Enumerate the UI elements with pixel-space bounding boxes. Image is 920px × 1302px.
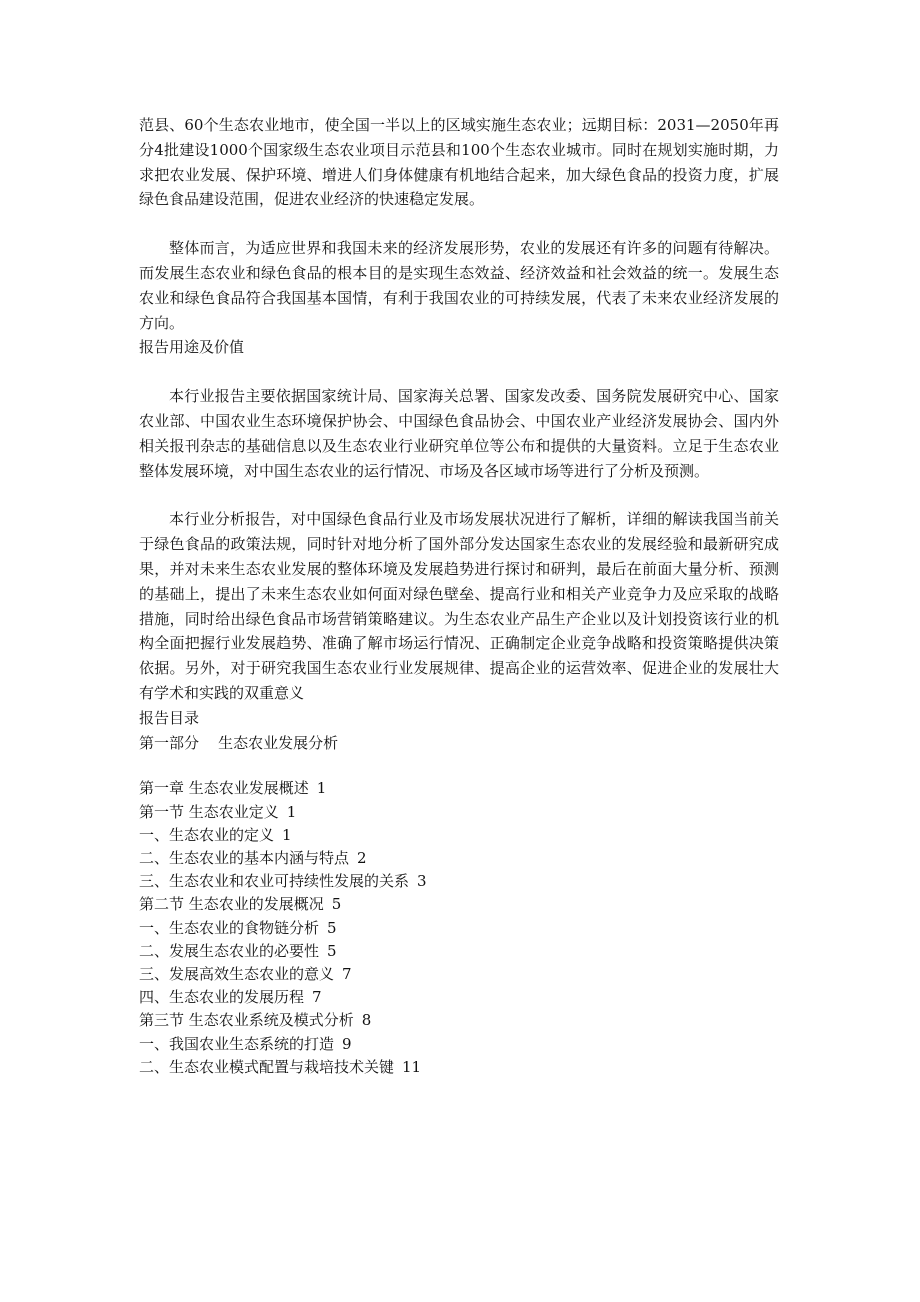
toc-entry [139,917,779,940]
toc-entry-page: 9 [342,1034,352,1053]
toc-entry [139,1033,779,1056]
toc-entry-page: 1 [316,779,327,798]
toc-entry-title: 第二节 生态农业的发展概况 [139,895,324,914]
toc-entry-page: 1 [286,802,297,821]
toc-entry-page: 7 [312,988,322,1007]
toc-entry [139,824,779,847]
toc-entry-title: 二、发展生态农业的必要性 [139,941,320,960]
toc-entry [139,801,779,824]
toc-entry [139,893,779,916]
toc-entry [139,940,779,963]
toc-entry-page: 8 [361,1011,372,1030]
toc-entry-title: 二、生态农业的基本内涵与特点 [139,848,350,867]
toc-entry-title: 二、生态农业模式配置与栽培技术关键 [139,1057,395,1076]
toc-entry [139,847,779,870]
document-page [139,113,779,1079]
toc-entry-title: 一、生态农业的定义 [139,825,275,844]
toc-entry-page: 7 [342,964,352,983]
toc-entry-page: 5 [331,895,342,914]
toc-entry-title: 一、生态农业的食物链分析 [139,918,320,937]
toc-entry [139,870,779,893]
toc-entry [139,777,779,800]
section-heading-usage: 报告用途及价值 [139,338,245,357]
toc-part-heading: 第一部分 生态农业发展分析 [139,733,339,752]
toc-entry-page: 2 [357,848,367,867]
toc-entry-page: 5 [327,941,337,960]
toc-entry-title: 第三节 生态农业系统及模式分析 [139,1011,354,1030]
toc-entry [139,1009,779,1032]
toc-entry [139,986,779,1009]
paragraph-plan-goals: 范县、60个生态农业地市，使全国一半以上的区域实施生态农业；远期目标：2031—2050年再分4批建设1000个国家级生态农业项目示范县和100个生态农业城市。同时在规划实施时期，力求把农业发展、保护环境、增进人们身体健康有机地结合起来，加大绿色食品的投资力度，扩展绿色食品建设范围，促进农业经济的快速稳定发展。 [139,116,779,209]
paragraph-report-analysis: 本行业分析报告，对中国绿色食品行业及市场发展状况进行了解析，详细的解读我国当前关于绿色食品的政策法规，同时针对地分析了国外部分发达国家生态农业的发展经验和最新研究成果，并对未来生态农业发展的整体环境及发展趋势进行探讨和研判，最后在前面大量分析、预测的基础上，提出了未来生态农业如何面对绿色壁垒、提高行业和相关产业竞争力及应采取的战略措施，同时给出绿色食品市场营销策略建议。为生态农业产品生产企业以及计划投资该行业的机构全面把握行业发展趋势、准确了解市场运行情况、正确制定企业竞争战略和投资策略提供决策依据。另外，对于研究我国生态农业行业发展规律、提高企业的运营效率、促进企业的发展壮大有学术和实践的双重意义 [139,510,779,702]
toc-entry [139,963,779,986]
toc-entry-page: 3 [417,872,427,891]
toc-entry-title: 三、发展高效生态农业的意义 [139,964,335,983]
table-of-contents [139,777,779,1079]
toc-entry-page: 11 [402,1057,422,1076]
paragraph-summary: 整体而言，为适应世界和我国未来的经济发展形势，农业的发展还有许多的问题有待解决。而发展生态农业和绿色食品的根本目的是实现生态效益、经济效益和社会效益的统一。发展生态农业和绿色食品符合我国基本国情，有利于我国农业的可持续发展，代表了未来农业经济发展的方向。 [139,239,779,332]
toc-entry-page: 5 [327,918,337,937]
toc-entry-title: 一、我国农业生态系统的打造 [139,1034,335,1053]
toc-entry-page: 1 [282,825,292,844]
toc-entry-title: 三、生态农业和农业可持续性发展的关系 [139,872,410,891]
toc-entry-title: 第一节 生态农业定义 [139,802,279,821]
paragraph-data-sources: 本行业报告主要依据国家统计局、国家海关总署、国家发改委、国务院发展研究中心、国家农业部、中国农业生态环境保护协会、中国绿色食品协会、中国农业产业经济发展协会、国内外相关报刊杂志的基础信息以及生态农业行业研究单位等公布和提供的大量资料。立足于生态农业整体发展环境，对中国生态农业的运行情况、市场及各区域市场等进行了分析及预测。 [139,387,779,480]
toc-entry-title: 四、生态农业的发展历程 [139,988,305,1007]
section-heading-toc: 报告目录 [139,708,200,727]
toc-entry [139,1056,779,1079]
toc-entry-title: 第一章 生态农业发展概述 [139,779,309,798]
